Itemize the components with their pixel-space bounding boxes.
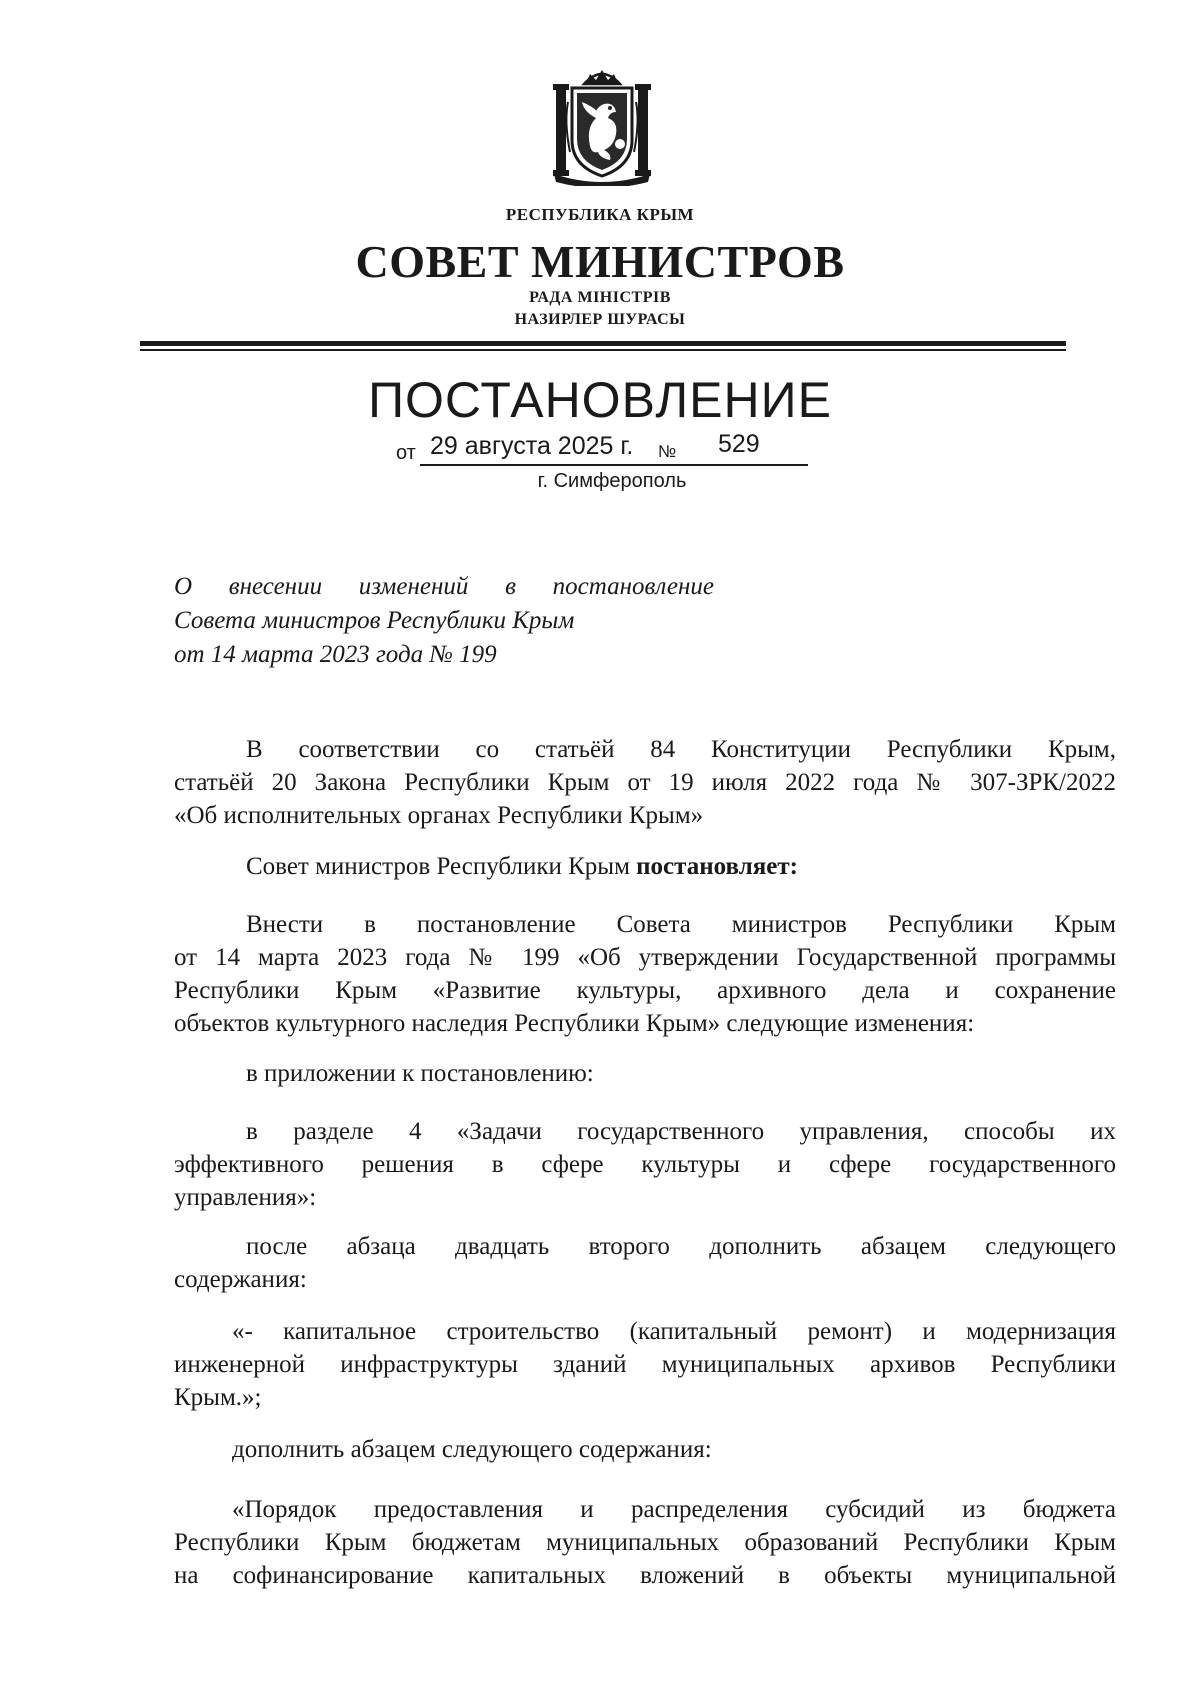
city-name: г. Симферополь	[537, 470, 687, 492]
text-line: «Об исполнительных органах Республики Крым»	[174, 802, 704, 829]
text-line: дополнить абзацем следующего содержания:	[232, 1436, 712, 1463]
text-line: В соответствии со статьёй 84 Конституции Республики Крым,	[246, 736, 1116, 763]
text-line: содержания:	[174, 1266, 307, 1293]
resolution-subject	[174, 570, 714, 672]
text-line: статьёй 20 Закона Республики Крым от 19 июля 2022 года № 307-ЗРК/2022	[174, 769, 1116, 796]
text-line: после абзаца двадцать второго дополнить абзацем следующего	[246, 1233, 1116, 1260]
text-line: на софинансирование капитальных вложений в объекты муниципальной	[174, 1562, 1116, 1589]
date-prefix: от	[396, 442, 416, 464]
decision-text: Совет министров Республики Крым	[246, 853, 637, 880]
preamble-paragraph	[174, 733, 1116, 832]
subject-line: Совета министров Республики Крым	[174, 607, 575, 634]
text-line: объектов культурного наследия Республики Крым» следующие изменения:	[174, 1010, 975, 1037]
text-line: управления»:	[174, 1184, 317, 1211]
decision-paragraph	[174, 850, 1116, 883]
text-line: «Порядок предоставления и распределения субсидий из бюджета	[232, 1496, 1116, 1523]
appendix-paragraph	[174, 1057, 1116, 1090]
text-line: от 14 марта 2023 года № 199 «Об утверждении Государственной программы	[174, 944, 1116, 971]
republic-name: РЕСПУБЛИКА КРЫМ	[505, 205, 695, 224]
text-line: «- капитальное строительство (капитальный ремонт) и модернизация	[232, 1318, 1116, 1345]
text-line: в приложении к постановлению:	[246, 1060, 594, 1087]
section-paragraph	[174, 1115, 1116, 1214]
header-divider-thin	[140, 349, 1066, 351]
text-line: Крым.»;	[174, 1384, 262, 1411]
council-name-ukrainian: РАДА МІНІСТРІВ	[529, 289, 671, 306]
resolution-date-number-line	[396, 428, 816, 464]
text-line: Республики Крым «Развитие культуры, архивного дела и сохранение	[174, 977, 1116, 1004]
amendment-paragraph	[174, 908, 1116, 1040]
text-line: Республики Крым бюджетам муниципальных образований Республики Крым	[174, 1529, 1116, 1556]
insertion-paragraph	[174, 1230, 1116, 1296]
quoted-insertion-paragraph	[174, 1315, 1116, 1414]
council-name: СОВЕТ МИНИСТРОВ	[355, 236, 845, 287]
header-divider-thick	[140, 341, 1066, 346]
coat-of-arms-emblem	[550, 62, 654, 186]
text-line	[174, 850, 1116, 883]
procedure-paragraph	[174, 1493, 1116, 1592]
subject-line: О внесении изменений в постановление	[174, 573, 714, 600]
date-underline	[420, 464, 808, 466]
resolution-number: 529	[718, 430, 760, 458]
council-name-crimean-tatar: НАЗИРЛЕР ШУРАСЫ	[514, 311, 686, 328]
text-line: в разделе 4 «Задачи государственного управления, способы их	[246, 1118, 1116, 1145]
subject-line: от 14 марта 2023 года № 199	[174, 641, 497, 668]
document-type-title: ПОСТАНОВЛЕНИЕ	[368, 372, 832, 428]
number-sign: №	[658, 442, 677, 461]
text-line: инженерной инфраструктуры зданий муниципальных архивов Республики	[174, 1351, 1116, 1378]
text-line: Внести в постановление Совета министров Республики Крым	[246, 911, 1116, 938]
decision-keyword: постановляет:	[636, 853, 798, 880]
addition-paragraph	[174, 1433, 1116, 1466]
resolution-date: 29 августа 2025 г.	[430, 432, 634, 460]
text-line: эффективного решения в сфере культуры и сфере государственного	[174, 1151, 1116, 1178]
